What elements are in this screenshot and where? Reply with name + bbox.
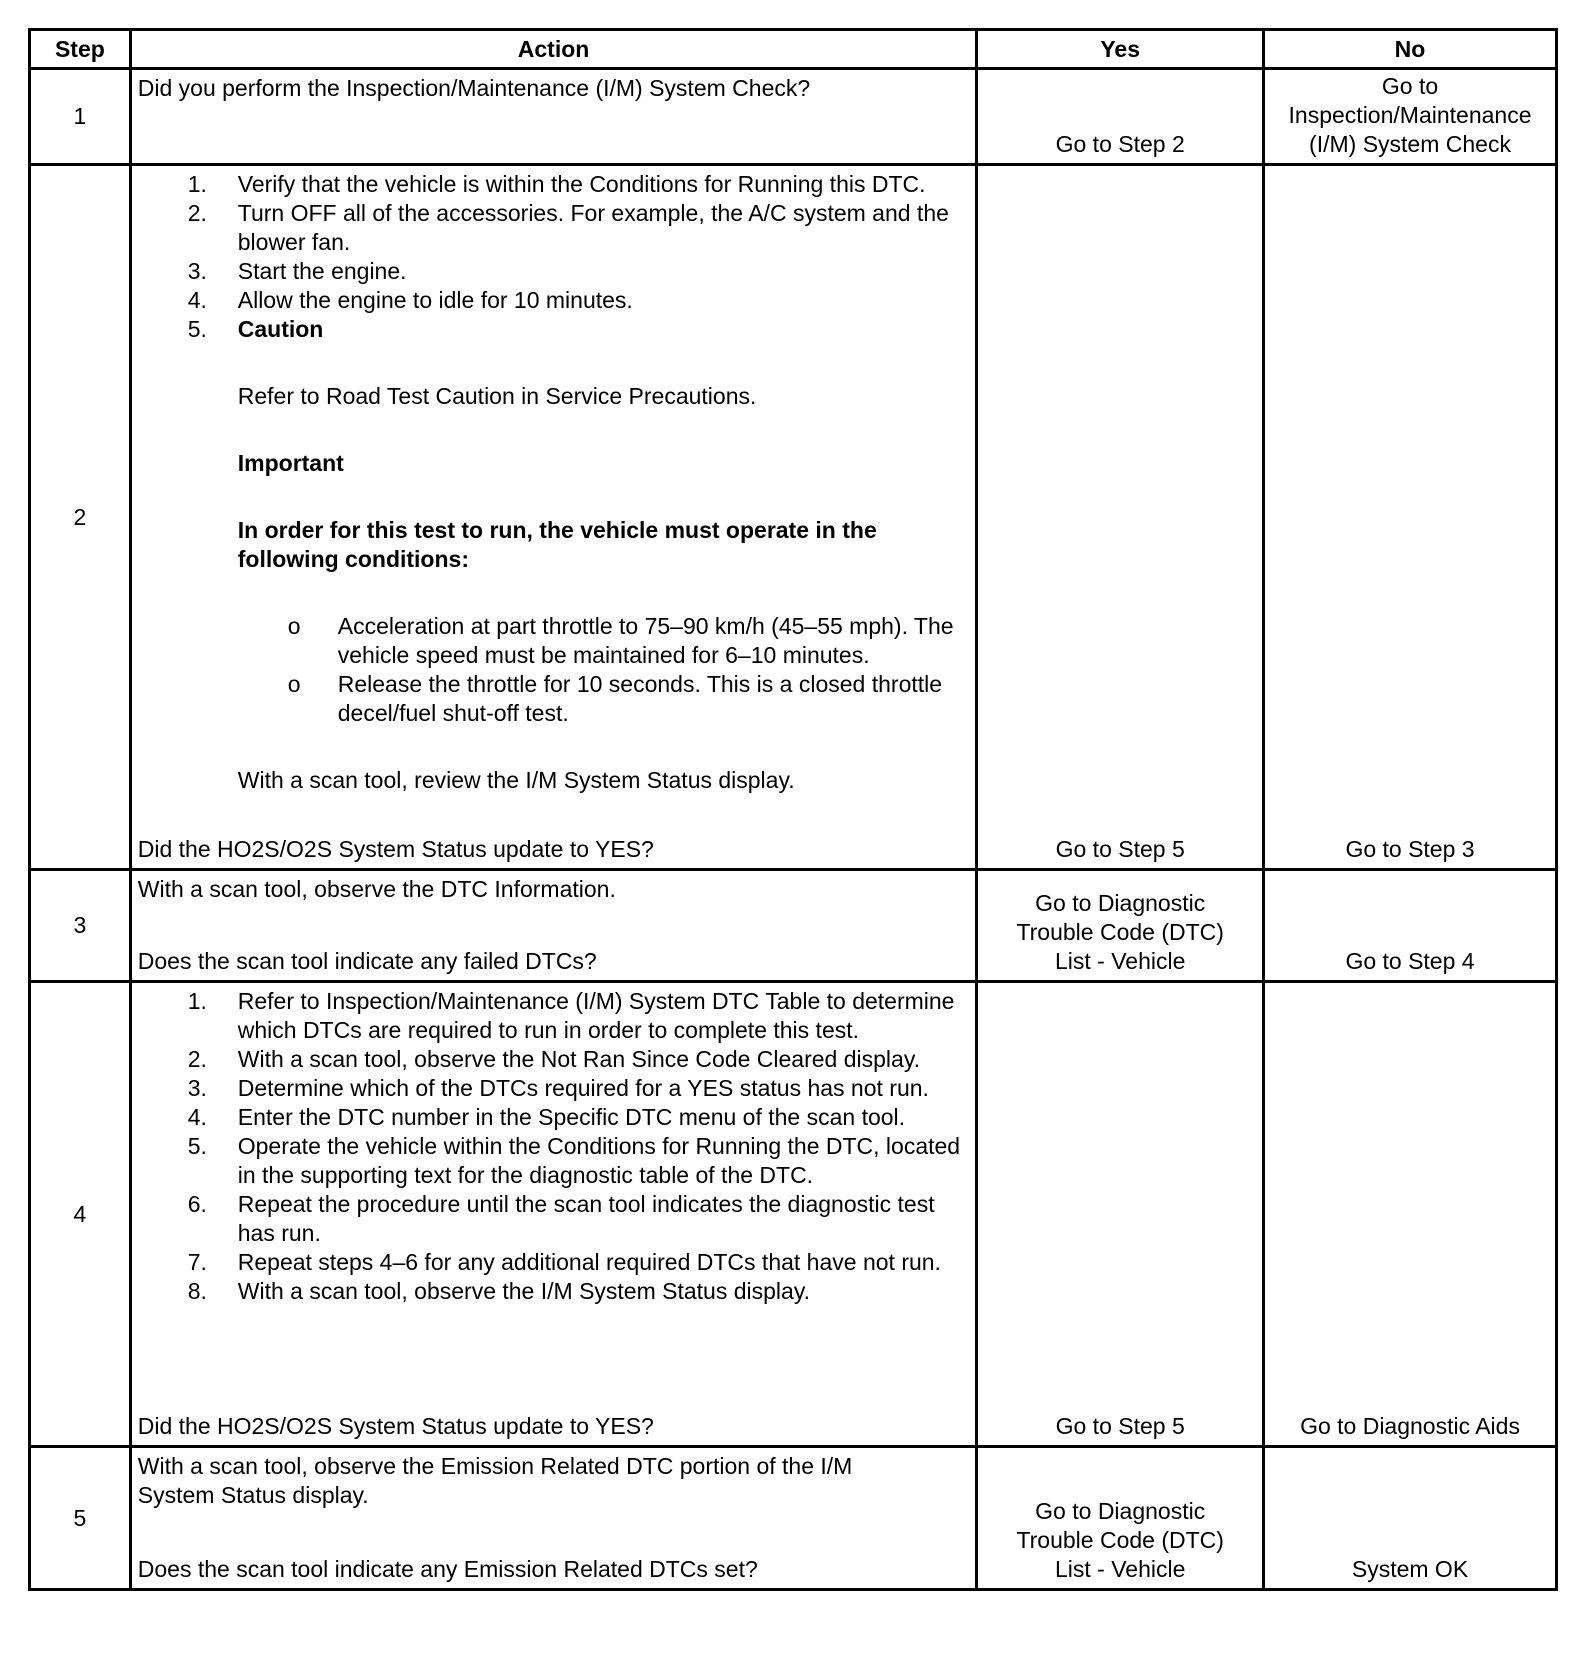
step-text: Enter the DTC number in the Specific DTC menu of the scan tool. <box>237 1104 906 1130</box>
yes-line: List - Vehicle <box>1054 948 1186 974</box>
list-item: o Acceleration at part throttle to 75–90 km/h (45–55 mph). The vehicle speed must be maintained for 6–10 minutes. <box>287 613 954 668</box>
numbered-steps <box>138 170 970 344</box>
step-text: Verify that the vehicle is within the Conditions for Running this DTC. <box>237 171 926 197</box>
list-item: 7. Repeat steps 4–6 for any additional required DTCs that have not run. <box>187 1249 941 1275</box>
yes-line: Go to Diagnostic <box>1035 890 1206 916</box>
question-text: Did the HO2S/O2S System Status update to YES? <box>137 836 654 862</box>
conditions-list <box>138 612 970 728</box>
step-number: 5 <box>30 1447 131 1590</box>
header-row <box>30 30 1557 69</box>
no-cell <box>1264 69 1557 165</box>
list-item: 3. Start the engine. <box>187 258 407 284</box>
table-row-step-3 <box>30 870 1557 982</box>
yes-cell: Go to Step 5 <box>977 165 1264 870</box>
header-yes: Yes <box>977 30 1264 69</box>
step-text: Repeat steps 4–6 for any additional required DTCs that have not run. <box>237 1249 941 1275</box>
no-line: (I/M) System Check <box>1309 131 1511 157</box>
yes-cell: Go to Step 2 <box>977 69 1264 165</box>
yes-line: Go to Diagnostic <box>1035 1498 1206 1524</box>
list-item: 1. Refer to Inspection/Maintenance (I/M) System DTC Table to determine which DTCs are required to run in order to complete this test. <box>187 988 955 1043</box>
action-cell <box>130 165 977 870</box>
list-item: 4. Allow the engine to idle for 10 minutes. <box>187 287 633 313</box>
list-item: 1. Verify that the vehicle is within the Conditions for Running this DTC. <box>187 171 926 197</box>
step-text: With a scan tool, observe the Not Ran Since Code Cleared display. <box>237 1046 921 1072</box>
header-no: No <box>1264 30 1557 69</box>
caution-label: Caution <box>237 316 324 342</box>
numbered-steps <box>138 987 970 1306</box>
yes-cell: Go to Step 5 <box>977 982 1264 1447</box>
final-instruction: With a scan tool, review the I/M System Status display. <box>237 767 795 793</box>
yes-line: List - Vehicle <box>1054 1556 1186 1582</box>
list-item: 2. Turn OFF all of the accessories. For example, the A/C system and the blower fan. <box>187 200 949 255</box>
list-item: 5. Caution <box>187 316 324 342</box>
yes-line: Trouble Code (DTC) <box>1016 919 1224 945</box>
step-text: Determine which of the DTCs required for a YES status has not run. <box>237 1075 929 1101</box>
list-item: 3. Determine which of the DTCs required for a YES status has not run. <box>187 1075 929 1101</box>
no-line: Inspection/Maintenance <box>1288 102 1532 128</box>
no-cell: Go to Step 4 <box>1264 870 1557 982</box>
header-action: Action <box>130 30 977 69</box>
list-item: 4. Enter the DTC number in the Specific DTC menu of the scan tool. <box>187 1104 906 1130</box>
question-text: Did the HO2S/O2S System Status update to YES? <box>137 1413 654 1439</box>
yes-cell <box>977 870 1264 982</box>
table-row-step-5 <box>30 1447 1557 1590</box>
action-text: Did you perform the Inspection/Maintenance (I/M) System Check? <box>137 75 811 101</box>
list-item: 2. With a scan tool, observe the Not Ran Since Code Cleared display. <box>187 1046 921 1072</box>
step-text: Allow the engine to idle for 10 minutes. <box>237 287 633 313</box>
no-cell: Go to Step 3 <box>1264 165 1557 870</box>
action-content <box>138 170 970 868</box>
question-text: Does the scan tool indicate any Emission Related DTCs set? <box>137 1556 758 1582</box>
step-number: 4 <box>30 982 131 1447</box>
action-text: With a scan tool, observe the Emission Related DTC portion of the I/M System Status display. <box>137 1453 853 1508</box>
condition-text: Acceleration at part throttle to 75–90 km/h (45–55 mph). The vehicle speed must be maintained for 6–10 minutes. <box>337 613 954 668</box>
header-step: Step <box>30 30 131 69</box>
table-row-step-1 <box>30 69 1557 165</box>
step-text: Refer to Inspection/Maintenance (I/M) System DTC Table to determine which DTCs are required to run in order to complete this test. <box>237 988 955 1043</box>
action-cell <box>130 870 977 982</box>
step-text: Turn OFF all of the accessories. For example, the A/C system and the blower fan. <box>237 200 949 255</box>
table-row-step-2 <box>30 165 1557 870</box>
list-item: 6. Repeat the procedure until the scan tool indicates the diagnostic test has run. <box>187 1191 935 1246</box>
list-item: o Release the throttle for 10 seconds. This is a closed throttle decel/fuel shut-off test. <box>287 671 943 726</box>
step-text: Start the engine. <box>237 258 407 284</box>
list-item: 5. Operate the vehicle within the Conditions for Running the DTC, located in the supporting text for the diagnostic table of the DTC. <box>187 1133 961 1188</box>
action-text: With a scan tool, observe the DTC Information. <box>137 876 616 902</box>
step-text: Repeat the procedure until the scan tool indicates the diagnostic test has run. <box>237 1191 935 1246</box>
caution-text: Refer to Road Test Caution in Service Precautions. <box>237 383 757 409</box>
step-text: Operate the vehicle within the Conditions for Running the DTC, located in the supporting text for the diagnostic table of the DTC. <box>237 1133 961 1188</box>
list-item: 8. With a scan tool, observe the I/M System Status display. <box>187 1278 811 1304</box>
table-row-step-4 <box>30 982 1557 1447</box>
step-number: 1 <box>30 69 131 165</box>
step-number: 3 <box>30 870 131 982</box>
condition-text: Release the throttle for 10 seconds. This is a closed throttle decel/fuel shut-off test. <box>337 671 943 726</box>
step-text: With a scan tool, observe the I/M System Status display. <box>237 1278 811 1304</box>
no-cell: System OK <box>1264 1447 1557 1590</box>
yes-cell <box>977 1447 1264 1590</box>
action-cell <box>130 1447 977 1590</box>
important-label: Important <box>237 450 344 476</box>
yes-line: Trouble Code (DTC) <box>1016 1527 1224 1553</box>
action-cell <box>130 982 977 1447</box>
step-number: 2 <box>30 165 131 870</box>
diagnostic-table <box>28 28 1558 1591</box>
no-cell: Go to Diagnostic Aids <box>1264 982 1557 1447</box>
action-cell <box>130 69 977 165</box>
important-text: In order for this test to run, the vehicle must operate in the following conditions: <box>237 517 877 572</box>
no-line: Go to <box>1381 73 1439 99</box>
question-text: Does the scan tool indicate any failed DTCs? <box>137 948 597 974</box>
